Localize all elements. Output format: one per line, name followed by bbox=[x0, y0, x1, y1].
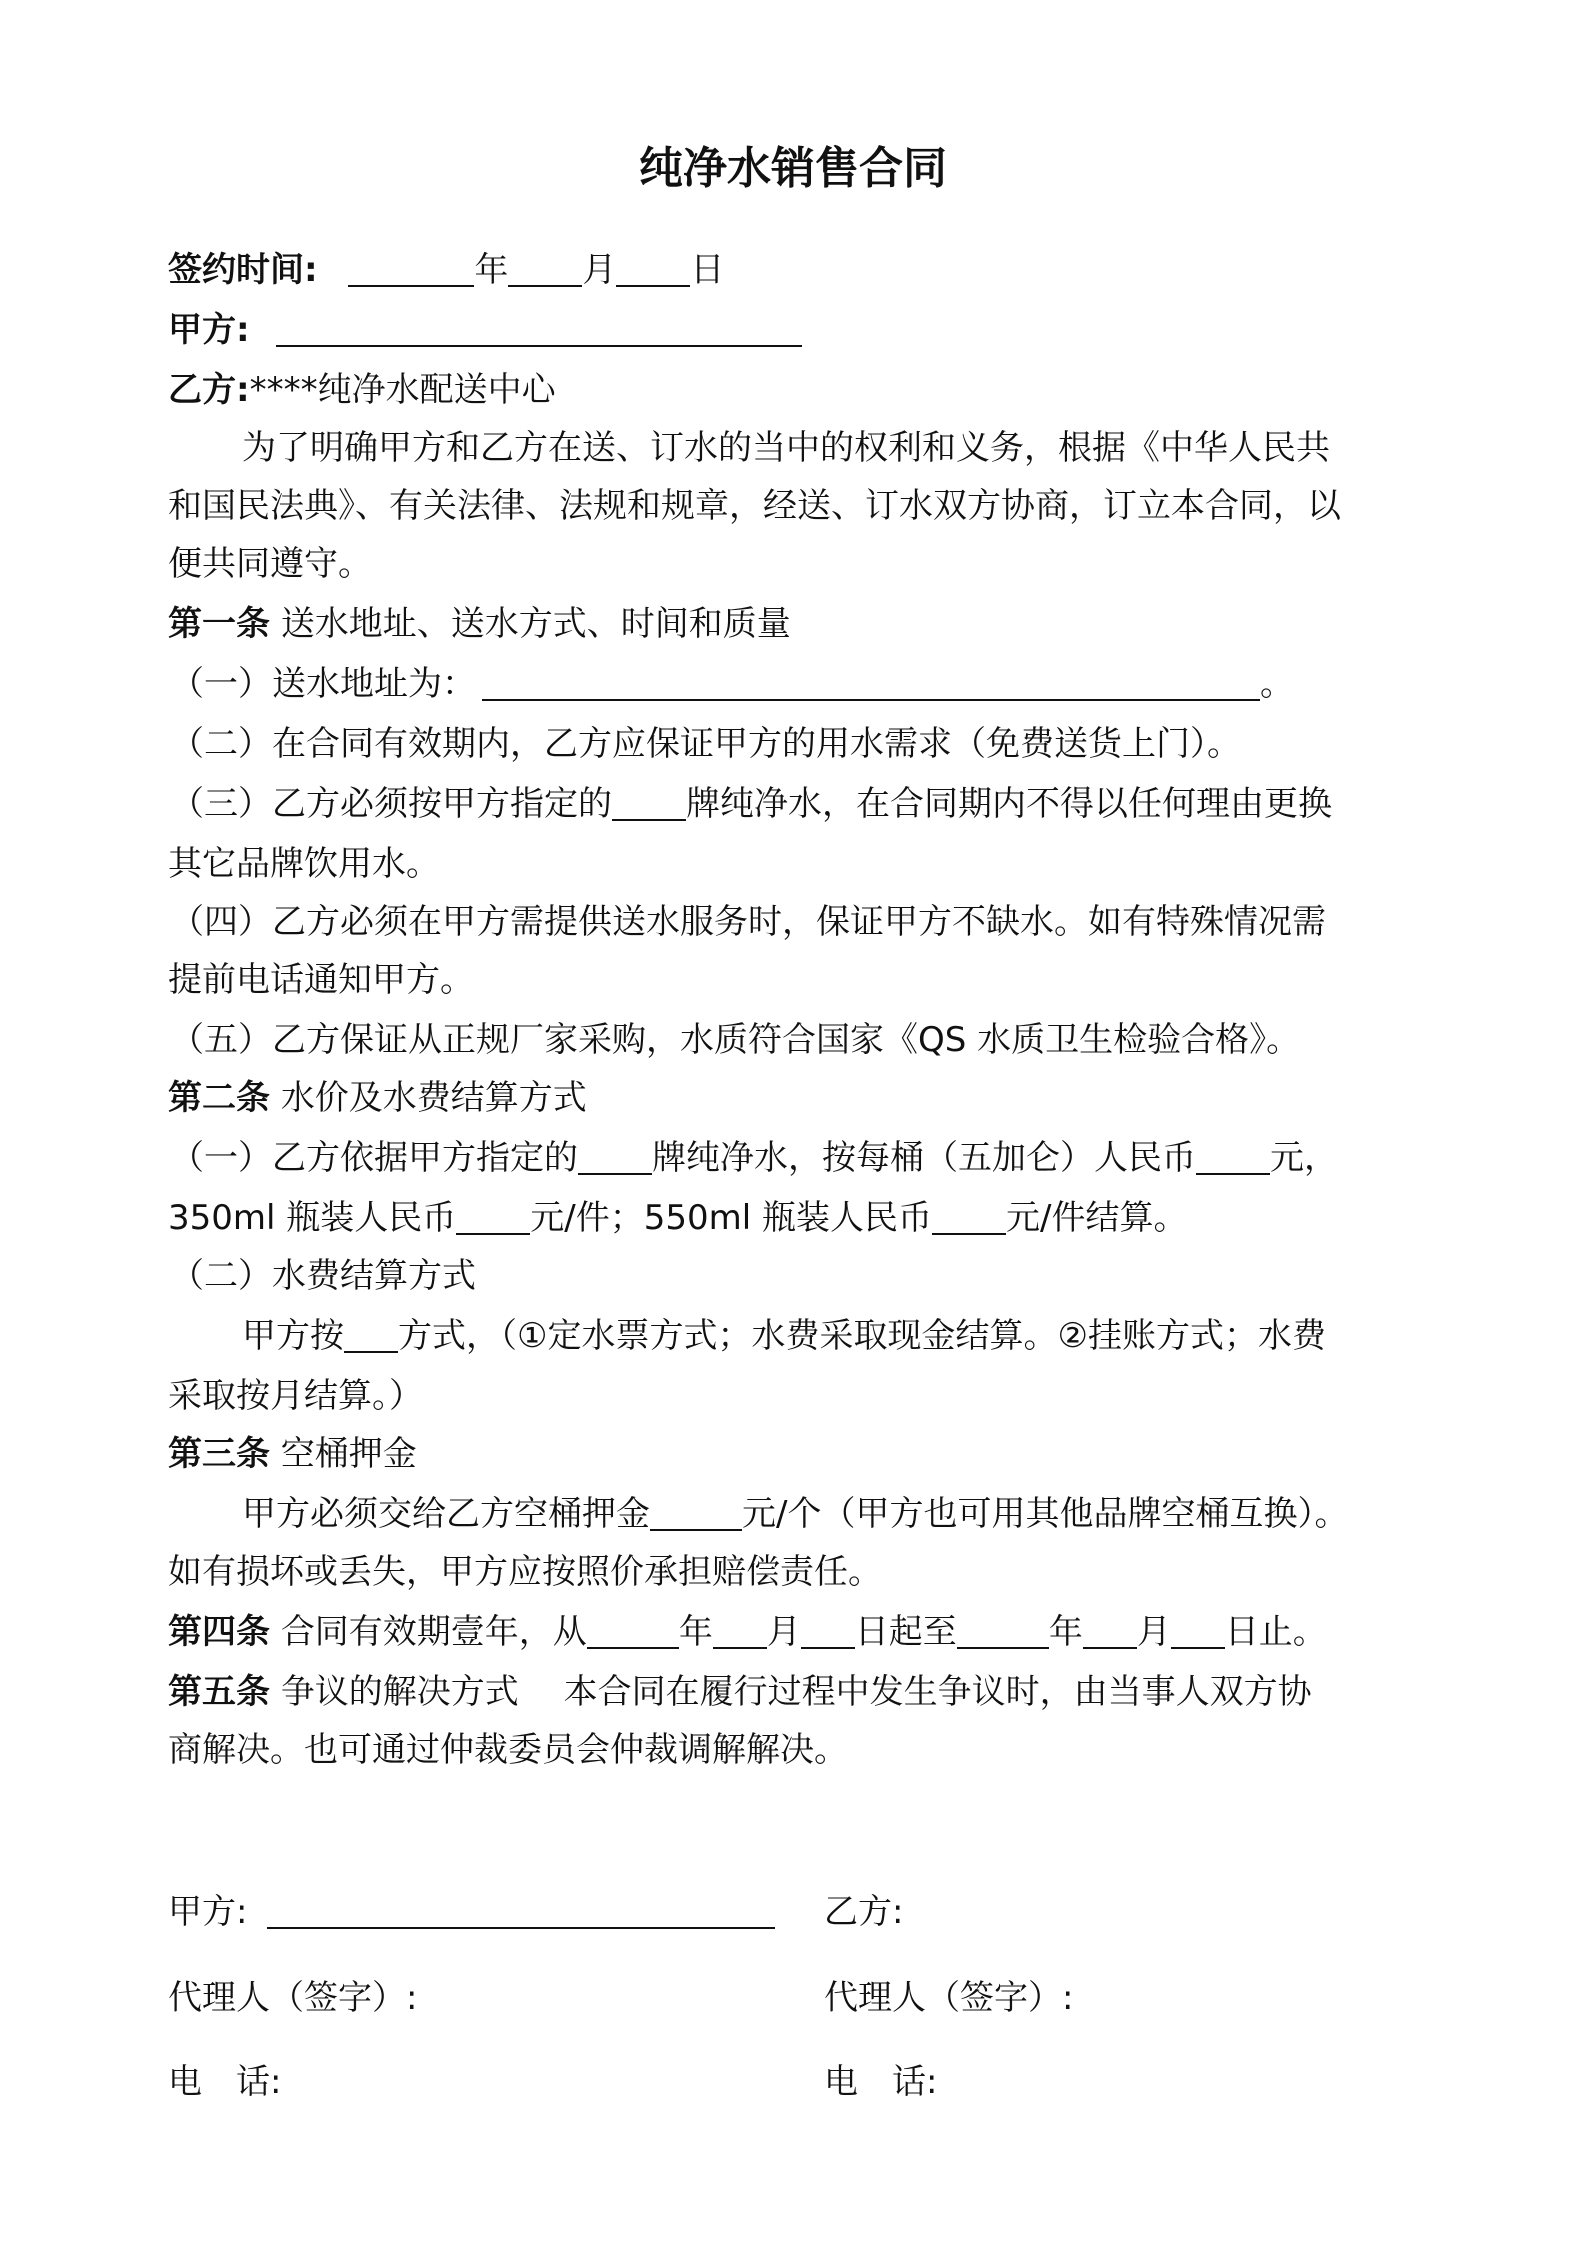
sign-party-b-label: 乙方: bbox=[824, 1892, 904, 1932]
article-3-heading bbox=[168, 1432, 1448, 1476]
article-2-heading bbox=[168, 1076, 1448, 1120]
sign-month-blank[interactable] bbox=[508, 249, 582, 287]
article-1-item-5: （五）乙方保证从正规厂家采购，水质符合国家《QS 水质卫生检验合格》。 bbox=[170, 1020, 1301, 1060]
article-2-number: 第二条 bbox=[168, 1078, 270, 1118]
sign-month-text: 月 bbox=[582, 250, 617, 290]
sign-party-a bbox=[168, 1890, 775, 1934]
brand-blank[interactable] bbox=[612, 783, 686, 821]
article-1-heading bbox=[168, 602, 1448, 646]
sign-day-text: 日 bbox=[690, 250, 725, 290]
article-5-number: 第五条 bbox=[168, 1672, 270, 1712]
preamble-line-2: 和国民法典》、有关法律、法规和规章，经送、订水双方协商，订立本合同，以 bbox=[168, 486, 1341, 526]
price-text-c: 元， bbox=[1270, 1138, 1338, 1178]
item-3-text-a: （三）乙方必须按甲方指定的 bbox=[170, 784, 612, 824]
article-5-line bbox=[168, 1670, 1448, 1714]
barrel-price-blank[interactable] bbox=[1196, 1137, 1270, 1175]
price-text-a: （一）乙方依据甲方指定的 bbox=[170, 1138, 578, 1178]
sign-year-blank[interactable] bbox=[348, 249, 474, 287]
end-year-blank[interactable] bbox=[957, 1611, 1049, 1649]
sign-date-line bbox=[168, 248, 1448, 292]
article-1-item-1 bbox=[170, 662, 1450, 706]
end-year-text: 年 bbox=[1048, 1612, 1083, 1652]
end-month-text: 月 bbox=[1136, 1612, 1171, 1652]
article-4-line bbox=[168, 1610, 1448, 1654]
start-year-blank[interactable] bbox=[587, 1611, 679, 1649]
article-1-number: 第一条 bbox=[168, 604, 270, 644]
bottle-350-price-blank[interactable] bbox=[456, 1197, 530, 1235]
sign-party-a-blank[interactable] bbox=[267, 1891, 775, 1929]
settlement-text-a: 甲方按 bbox=[242, 1316, 344, 1356]
end-month-blank[interactable] bbox=[1083, 1611, 1137, 1649]
article-2-item-1-cont bbox=[168, 1196, 1448, 1240]
delivery-address-end: 。 bbox=[1260, 664, 1294, 704]
price-text-e: 元/件；550ml 瓶装人民币 bbox=[530, 1198, 933, 1238]
article-1-item-2: （二）在合同有效期内，乙方应保证甲方的用水需求（免费送货上门）。 bbox=[170, 724, 1241, 764]
document-title: 纯净水销售合同 bbox=[639, 143, 947, 194]
deposit-line-2: 如有损坏或丢失，甲方应按照价承担赔偿责任。 bbox=[168, 1552, 882, 1592]
bottle-550-price-blank[interactable] bbox=[932, 1197, 1006, 1235]
settlement-line-1 bbox=[168, 1314, 1522, 1358]
party-b-name: ****纯净水配送中心 bbox=[249, 370, 556, 410]
article-4-number: 第四条 bbox=[168, 1612, 270, 1652]
delivery-address-label: （一）送水地址为： bbox=[170, 664, 476, 704]
settlement-line-2: 采取按月结算。） bbox=[168, 1376, 423, 1416]
deposit-line-1 bbox=[168, 1492, 1522, 1536]
article-3-title: 空桶押金 bbox=[280, 1434, 417, 1474]
sign-year-text: 年 bbox=[474, 250, 509, 290]
article-5-line-2: 商解决。也可通过仲裁委员会仲裁调解解决。 bbox=[168, 1730, 848, 1770]
party-b-label: 乙方: bbox=[168, 370, 250, 410]
term-text-b: 日起至 bbox=[854, 1612, 957, 1652]
party-a-line bbox=[168, 308, 1448, 352]
article-1-title: 送水地址、送水方式、时间和质量 bbox=[280, 604, 791, 644]
settlement-method-blank[interactable] bbox=[344, 1315, 398, 1353]
price-brand-blank[interactable] bbox=[578, 1137, 652, 1175]
preamble-line-3: 便共同遵守。 bbox=[168, 544, 372, 584]
deposit-text-b: 元/个（甲方也可用其他品牌空桶互换）。 bbox=[742, 1494, 1349, 1534]
article-2-title: 水价及水费结算方式 bbox=[280, 1078, 587, 1118]
end-day-blank[interactable] bbox=[1171, 1611, 1225, 1649]
item-3-text-b: 牌纯净水，在合同期内不得以任何理由更换 bbox=[686, 784, 1332, 824]
deposit-amount-blank[interactable] bbox=[650, 1493, 742, 1531]
article-2-item-1 bbox=[170, 1136, 1450, 1180]
term-text-c: 日止。 bbox=[1224, 1612, 1327, 1652]
article-2-item-2: （二）水费结算方式 bbox=[170, 1256, 476, 1296]
start-month-blank[interactable] bbox=[713, 1611, 767, 1649]
sign-day-blank[interactable] bbox=[616, 249, 690, 287]
preamble-line-1: 为了明确甲方和乙方在送、订水的当中的权利和义务，根据《中华人民共 bbox=[242, 428, 1330, 468]
article-1-item-3 bbox=[170, 782, 1450, 826]
sign-date-label: 签约时间: bbox=[168, 250, 318, 290]
dispute-title: 争议的解决方式 bbox=[280, 1672, 519, 1712]
price-text-d: 350ml 瓶装人民币 bbox=[168, 1198, 457, 1238]
term-text-a: 合同有效期壹年，从 bbox=[280, 1612, 587, 1652]
sign-agent-a: 代理人（签字）: bbox=[168, 1978, 418, 2018]
sign-agent-b: 代理人（签字）: bbox=[824, 1978, 1074, 2018]
delivery-address-blank[interactable] bbox=[482, 663, 1260, 701]
deposit-text-a: 甲方必须交给乙方空桶押金 bbox=[242, 1494, 650, 1534]
start-month-text: 月 bbox=[766, 1612, 801, 1652]
sign-party-a-label: 甲方: bbox=[168, 1892, 248, 1932]
party-a-blank[interactable] bbox=[276, 309, 802, 347]
article-3-number: 第三条 bbox=[168, 1434, 270, 1474]
settlement-text-b: 方式，（①定水票方式；水费采取现金结算。②挂账方式；水费 bbox=[398, 1316, 1326, 1356]
sign-phone-a: 电 话: bbox=[168, 2062, 282, 2102]
article-1-item-4-cont: 提前电话通知甲方。 bbox=[168, 960, 474, 1000]
article-1-item-4: （四）乙方必须在甲方需提供送水服务时，保证甲方不缺水。如有特殊情况需 bbox=[170, 902, 1326, 942]
party-a-label: 甲方: bbox=[168, 310, 250, 350]
price-text-f: 元/件结算。 bbox=[1006, 1198, 1188, 1238]
sign-phone-b: 电 话: bbox=[824, 2062, 938, 2102]
article-1-item-3-cont: 其它品牌饮用水。 bbox=[168, 844, 440, 884]
dispute-text-a: 本合同在履行过程中发生争议时，由当事人双方协 bbox=[563, 1672, 1312, 1712]
start-day-blank[interactable] bbox=[801, 1611, 855, 1649]
party-b-line bbox=[168, 368, 1448, 412]
price-text-b: 牌纯净水，按每桶（五加仑）人民币 bbox=[652, 1138, 1196, 1178]
start-year-text: 年 bbox=[678, 1612, 713, 1652]
